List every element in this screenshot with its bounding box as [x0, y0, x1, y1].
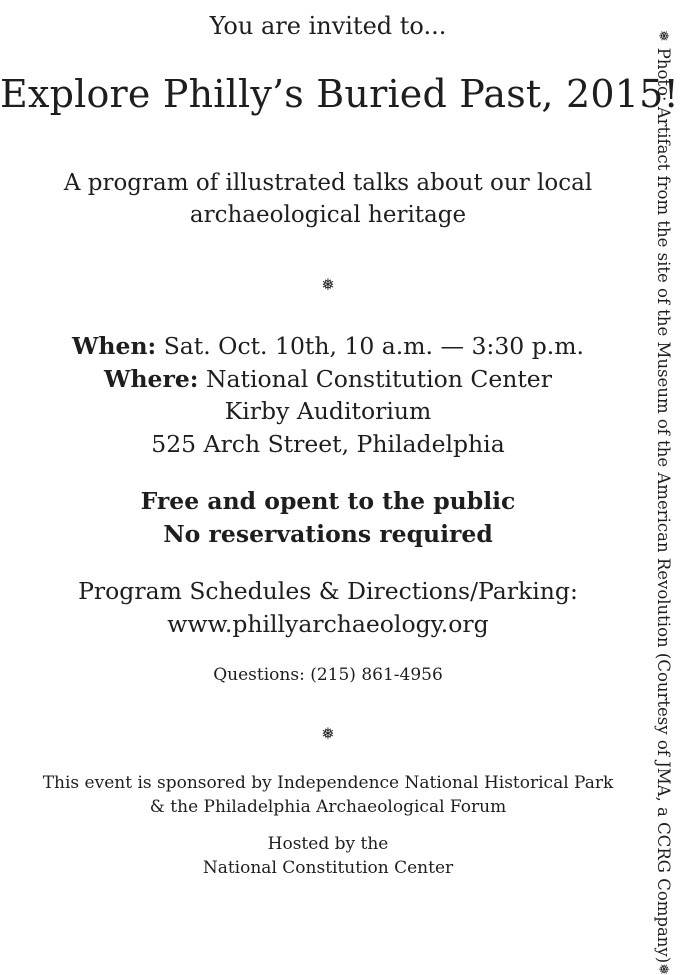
event-details	[0, 330, 656, 460]
when-value: Sat. Oct. 10th, 10 a.m. — 3:30 p.m.	[156, 332, 584, 360]
when-label: When:	[72, 332, 157, 360]
hosted-line-2: National Constitution Center	[202, 858, 454, 878]
ornament-glyph: ❅	[321, 275, 335, 294]
subtitle-line-1: A program of illustrated talks about our local	[63, 170, 593, 196]
hosted-line-1: Hosted by the	[267, 834, 389, 854]
venue-line-2: Kirby Auditorium	[224, 397, 432, 425]
questions-text: Questions: (215) 861-4956	[213, 665, 443, 685]
ornament-glyph: ❅	[321, 724, 335, 743]
where-value: National Constitution Center	[198, 364, 552, 393]
invite-line	[0, 12, 656, 40]
schedule-info	[0, 575, 656, 641]
host-info	[0, 832, 656, 880]
sponsor-line-2: & the Philadelphia Archaeological Forum	[149, 797, 507, 817]
admission-info	[0, 485, 656, 551]
photo-credit-rotated	[652, 30, 674, 975]
schedule-line-1: Program Schedules & Directions/Parking:	[78, 577, 578, 605]
where-label: Where:	[104, 364, 199, 393]
sponsor-info	[0, 771, 656, 819]
photo-credit-sidebar	[652, 30, 674, 975]
invite-text: You are invited to...	[209, 12, 447, 40]
snowflake-ornament-icon	[0, 275, 656, 294]
event-title	[0, 72, 679, 116]
sponsor-line-1: This event is sponsored by Independence National Historical Park	[42, 773, 614, 793]
where-row	[0, 363, 656, 396]
venue-line-3: 525 Arch Street, Philadelphia	[151, 429, 505, 458]
questions-line	[0, 665, 656, 685]
snowflake-ornament-icon: ❅	[655, 963, 671, 975]
admission-line-1: Free and opent to the public	[140, 487, 516, 515]
event-title-text: Explore Philly’s Buried Past, 2015!	[0, 72, 679, 116]
subtitle-line-2: archaeological heritage	[189, 202, 467, 228]
photo-credit-text: Photo: Artifact from the site of the Museum of the American Revolution (Courtesy of JMA, a CCRG Company)	[654, 47, 673, 964]
snowflake-ornament-icon: ❅	[655, 30, 671, 42]
event-subtitle	[0, 167, 656, 231]
when-row	[0, 330, 656, 363]
admission-line-2: No reservations required	[163, 520, 493, 548]
snowflake-ornament-icon	[0, 724, 656, 743]
website-link[interactable]: www.phillyarchaeology.org	[167, 610, 489, 638]
